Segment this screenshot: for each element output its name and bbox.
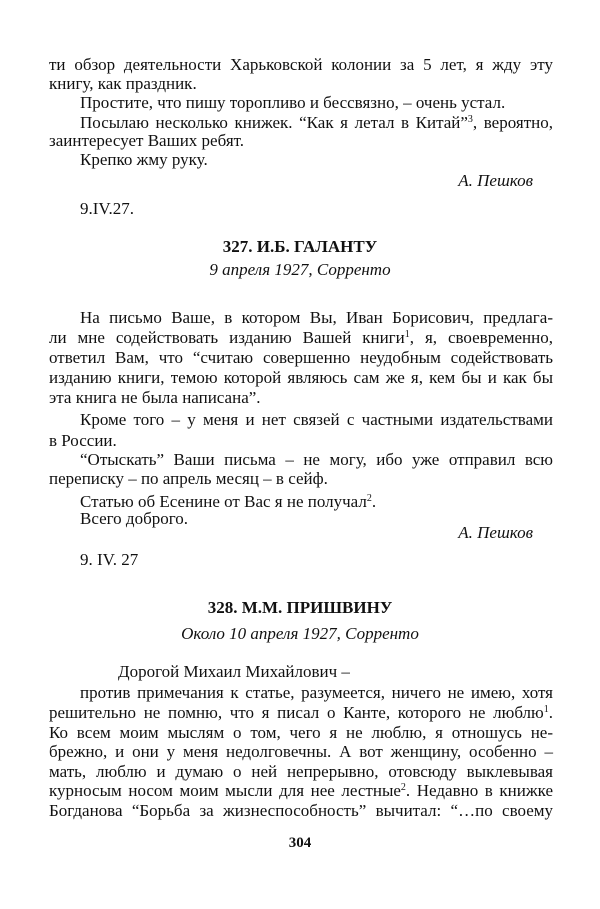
line-text: 9 апреля 1927, Сорренто [209,260,391,279]
line-text: Крепко жму руку. [80,150,208,169]
line-text: курносым носом моим мысли для нее лестные [49,781,401,800]
text-line [80,308,553,328]
letter-date [80,550,553,570]
line-text: ответил Вам, что “считаю совершенно неудобным содействовать [49,348,553,367]
text-line [49,801,553,821]
line-text: ли мне содействовать изданию Вашей книги [49,328,405,347]
line-text: изданию книги, темою которой являюсь сам же я, кем бы и как бы [49,368,553,387]
line-text: . [548,703,553,722]
line-text: Богданова “Борьба за жизнеспособность” вычитал: “…по своему [49,801,553,820]
salutation [118,662,553,682]
text-line [80,450,553,470]
letter-heading [0,598,600,618]
text-line [49,368,553,388]
line-text: На письмо Ваше, в котором Вы, Иван Борисович, предлага- [80,308,553,327]
line-text: 328. М.М. ПРИШВИНУ [207,598,393,617]
footnote-marker: 1 [543,704,549,715]
line-text: . [371,492,377,511]
text-line [49,703,553,723]
text-line [49,388,553,408]
line-text: А. Пешков [458,171,533,190]
line-text: мать, люблю и думаю о ней непрерывно, отовсюду выклевывая [49,762,553,781]
line-text: решительно не помню, что я писал о Канте, которого не люблю [49,703,544,722]
line-text: в России. [49,431,117,450]
line-text: Посылаю несколько книжек. “Как я летал в Китай” [80,113,468,132]
text-line [80,93,553,113]
line-text: 327. И.Б. ГАЛАНТУ [222,237,378,256]
signature [458,523,533,543]
text-line [49,328,553,348]
line-text: Кроме того – у меня и нет связей с частными издательствами [80,410,553,429]
footnote-marker: 2 [366,493,372,504]
line-text: Статью об Есенине от Вас я не получал [80,492,367,511]
text-line [80,410,553,430]
text-line [49,781,553,801]
line-text: Дорогой Михаил Михайлович – [118,662,350,681]
text-line [80,683,553,703]
text-line [80,113,553,133]
line-text: Около 10 апреля 1927, Сорренто [181,624,419,643]
signature [458,171,533,191]
footnote-marker: 2 [400,782,406,793]
line-text: Простите, что пишу торопливо и бессвязно, – очень устал. [80,93,506,112]
letter-place-date [0,260,600,280]
text-line [80,150,553,170]
text-line [49,469,553,489]
line-text: 9. IV. 27 [80,550,139,569]
line-text: . Недавно в книжке [405,781,553,800]
line-text: эта книга не была написана”. [49,388,261,407]
line-text: , я, своевременно, [409,328,553,347]
line-text: 9.IV.27. [80,199,134,218]
line-text: брежно, и они у меня недолговечны. А вот женщину, особенно – [49,742,553,761]
line-text: переписку – по апрель месяц – в сейф. [49,469,328,488]
line-text: книгу, как праздник. [49,74,197,93]
line-text: Ко всем моим мыслям о том, чего я не люблю, я отношусь не- [49,723,553,742]
text-line [49,131,553,151]
text-line [49,348,553,368]
page-number: 304 [288,835,312,851]
line-text: Всего доброго. [80,509,189,528]
letter-date [80,199,553,219]
line-text: против примечания к статье, разумеется, ничего не имею, хотя [80,683,553,702]
text-line [49,55,553,75]
text-line [49,431,553,451]
line-text: заинтересует Ваших ребят. [49,131,245,150]
line-text: ти обзор деятельности Харьковской колонии за 5 лет, я жду эту [49,55,553,74]
line-text: “Отыскать” Ваши письма – не могу, ибо уже отправил всю [80,450,553,469]
letter-place-date [0,624,600,644]
text-line [49,742,553,762]
letter-heading [0,237,600,257]
text-line [49,762,553,782]
line-text: , вероятно, [472,113,553,132]
text-line [49,74,553,94]
footnote-marker: 3 [467,114,473,125]
text-line [49,723,553,743]
line-text: А. Пешков [458,523,533,542]
footnote-marker: 1 [404,329,410,340]
